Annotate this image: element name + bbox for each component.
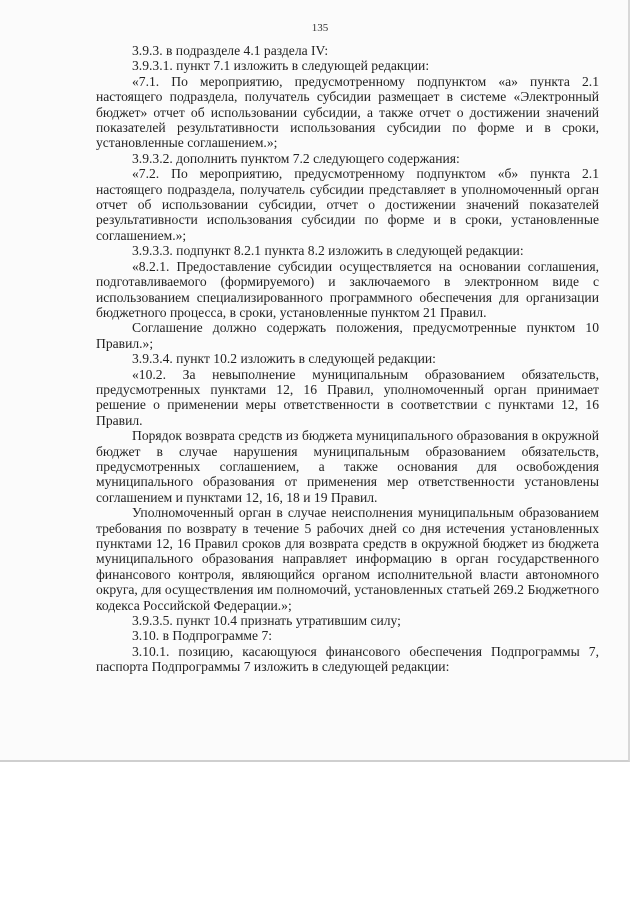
paragraph: 3.9.3.5. пункт 10.4 признать утратившим силу; (132, 613, 401, 629)
paragraph: 3.9.3. в подразделе 4.1 раздела IV: (132, 43, 329, 58)
paragraph: 3.9.3.2. дополнить пунктом 7.2 следующего содержания: (132, 150, 460, 166)
paragraph: 3.10. в Подпрограмме 7: (132, 628, 273, 644)
document-body (96, 43, 599, 675)
paragraph: 3.9.3.3. подпункт 8.2.1 пункта 8.2 изложить в следующей редакции: (132, 243, 524, 259)
paragraph: Уполномоченный орган в случае неисполнения муниципальным образованием требования по возврату в течение 5 рабочих дней со дня истечения установленных пунктами 12, 16 Правил сроков для возврата средств в окружной бюджет из бюджета муниципального образования направляет информацию в орган государственного финансового контроля, являющийся органом исполнительной власти автономного округа, для осуществления им полномочий, установленных статьей 269.2 Бюджетного кодекса Российской Федерации.»; (96, 505, 599, 613)
page-number: 135 (311, 22, 329, 34)
paragraph: Соглашение должно содержать положения, предусмотренные пунктом 10 Правил.»; (96, 320, 599, 351)
paragraph: 3.10.1. позицию, касающуюся финансового обеспечения Подпрограммы 7, паспорта Подпрограммы 7 изложить в следующей редакции: (96, 643, 599, 675)
paragraph: «7.2. По мероприятию, предусмотренному подпунктом «б» пункта 2.1 настоящего подраздела, получатель субсидии представляет в уполномоченный орган отчет об использовании субсидии, отчет о достижении значений показателей результативности использования субсидии по форме и в сроки, установленные соглашением.»; (96, 166, 599, 243)
paragraph: «8.2.1. Предоставление субсидии осуществляется на основании соглашения, подготавливаемого (формируемого) и заключаемого в электронном виде с использованием специализированного программного обеспечения для организации бюджетного процесса, в сроки, установленные пунктом 21 Правил. (96, 258, 599, 320)
paragraph: «7.1. По мероприятию, предусмотренному подпунктом «а» пункта 2.1 настоящего подраздела, получатель субсидии размещает в системе «Электронный бюджет» отчет об использовании субсидии, а также отчет о достижении значений показателей результативности использования субсидии по форме и в сроки, установленные соглашением.»; (96, 73, 599, 151)
paragraph: 3.9.3.1. пункт 7.1 изложить в следующей редакции: (132, 58, 430, 74)
paragraph: «10.2. За невыполнение муниципальным образованием обязательств, предусмотренных пунктами 12, 16 Правил, уполномоченный орган принимает решение о применении меры ответственности в соответствии с пунктами 12, 16 Правил. (96, 366, 599, 428)
paragraph: 3.9.3.4. пункт 10.2 изложить в следующей редакции: (132, 351, 436, 367)
paragraph: Порядок возврата средств из бюджета муниципального образования в окружной бюджет в случае нарушения муниципальным образованием обязательств, предусмотренных соглашением, а также основания для освобождения муниципального образования от применения мер ответственности установлены соглашением и пунктами 12, 16, 18 и 19 Правил. (96, 428, 599, 505)
